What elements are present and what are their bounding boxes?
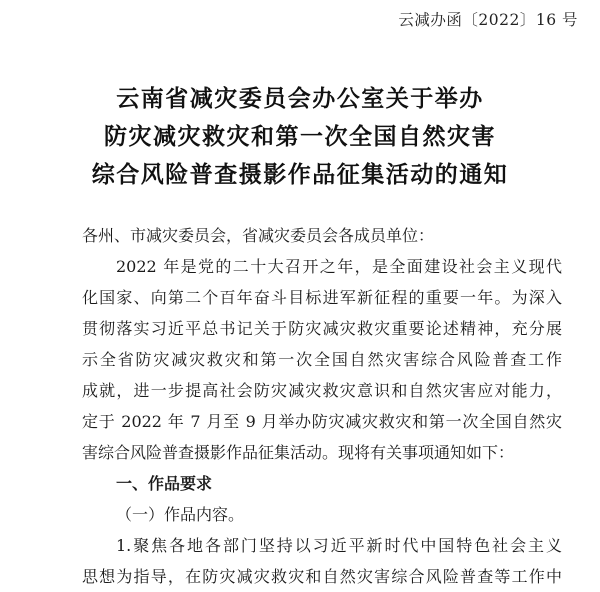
text-line: 1.聚焦各地各部门坚持以习近平新时代中国特色社会主义 bbox=[116, 536, 562, 555]
text-line: 2022 年是党的二十大召开之年，是全面建设社会主义现代 bbox=[116, 257, 562, 276]
section-heading: 一、作品要求 bbox=[116, 474, 213, 493]
title-line: 防灾减灾救灾和第一次全国自然灾害 bbox=[104, 123, 496, 150]
text-line: 化国家、向第二个百年奋斗目标进军新征程的重要一年。为深入 bbox=[82, 288, 562, 307]
title-line: 综合风险普查摄影作品征集活动的通知 bbox=[91, 161, 509, 188]
title-line: 云南省减灾委员会办公室关于举办 bbox=[116, 85, 484, 112]
item-1 bbox=[82, 530, 562, 592]
document-body bbox=[82, 220, 562, 592]
document-title bbox=[0, 80, 600, 194]
text-line: 成就，进一步提高社会防灾减灾救灾意识和自然灾害应对能力， bbox=[82, 381, 562, 400]
addressee: 各州、市减灾委员会，省减灾委员会各成员单位： bbox=[82, 226, 435, 245]
text-line: 思想为指导，在防灾减灾救灾和自然灾害综合风险普查等工作中 bbox=[82, 567, 562, 586]
text-line: 示全省防灾减灾救灾和第一次全国自然灾害综合风险普查工作 bbox=[82, 350, 562, 369]
text-line: 贯彻落实习近平总书记关于防灾减灾救灾重要论述精神，充分展 bbox=[82, 319, 562, 338]
paragraph-1 bbox=[82, 251, 562, 468]
subsection-heading: （一）作品内容。 bbox=[116, 505, 245, 524]
document-number: 云减办函〔2022〕16 号 bbox=[398, 11, 578, 29]
text-line: 定于 2022 年 7 月至 9 月举办防灾减灾救灾和第一次全国自然灾 bbox=[82, 412, 562, 431]
text-line: 害综合风险普查摄影作品征集活动。现将有关事项通知如下： bbox=[82, 443, 515, 462]
